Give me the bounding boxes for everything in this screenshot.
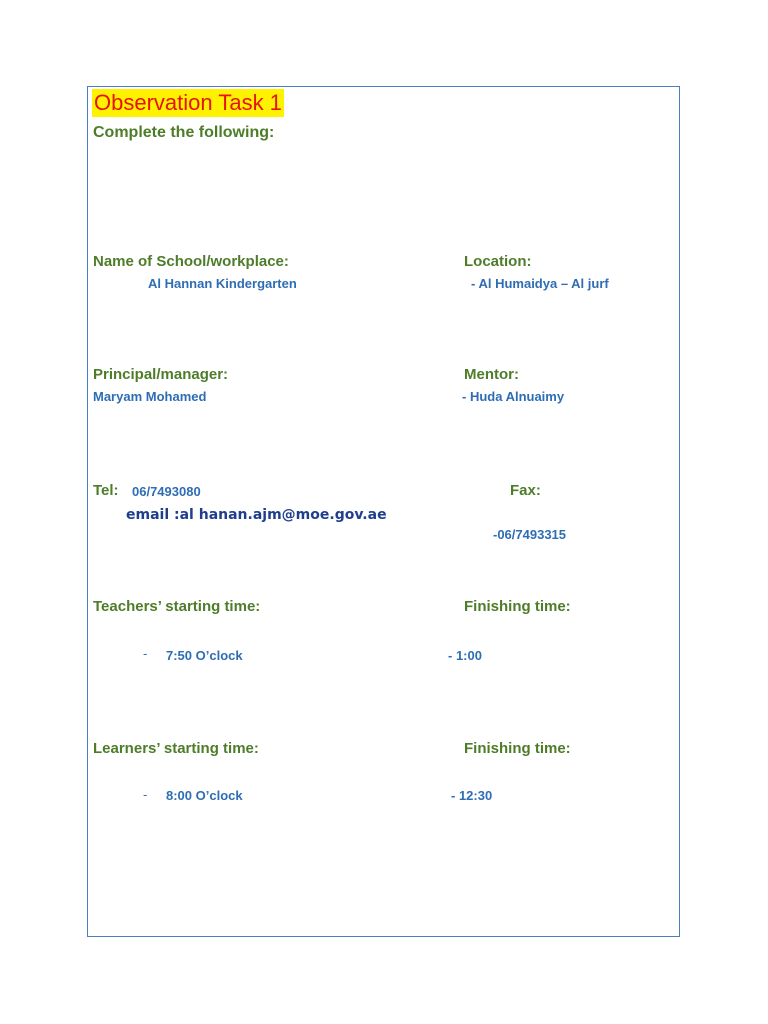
subtitle: Complete the following:	[93, 124, 275, 141]
tel-label: Tel:	[93, 482, 119, 499]
learners-start-label: Learners’ starting time:	[93, 740, 259, 757]
learners-start-value: 8:00 O’clock	[166, 788, 243, 803]
page-title: Observation Task 1	[94, 90, 282, 115]
learners-finish-value: - 12:30	[451, 788, 493, 803]
teachers-start-value: 7:50 O’clock	[166, 648, 243, 663]
principal-label: Principal/manager:	[93, 366, 229, 383]
teachers-start-label: Teachers’ starting time:	[93, 598, 261, 615]
location-label: Location:	[464, 253, 532, 270]
mentor-value: - Huda Alnuaimy	[462, 389, 565, 404]
location-value: - Al Humaidya – Al jurf	[471, 276, 609, 291]
email-value: email :al hanan.ajm@moe.gov.ae	[126, 507, 387, 523]
learners-finish-label: Finishing time:	[464, 740, 571, 757]
mentor-label: Mentor:	[464, 366, 519, 383]
principal-value: Maryam Mohamed	[93, 389, 207, 404]
teachers-start-dash: -	[143, 646, 148, 661]
teachers-finish-label: Finishing time:	[464, 598, 571, 615]
learners-start-dash: -	[143, 787, 148, 802]
fax-value: -06/7493315	[493, 527, 567, 542]
fax-label: Fax:	[510, 482, 541, 499]
school-label: Name of School/workplace:	[93, 253, 289, 270]
teachers-finish-value: - 1:00	[448, 648, 482, 663]
tel-value: 06/7493080	[132, 484, 201, 499]
school-value: Al Hannan Kindergarten	[148, 276, 297, 291]
